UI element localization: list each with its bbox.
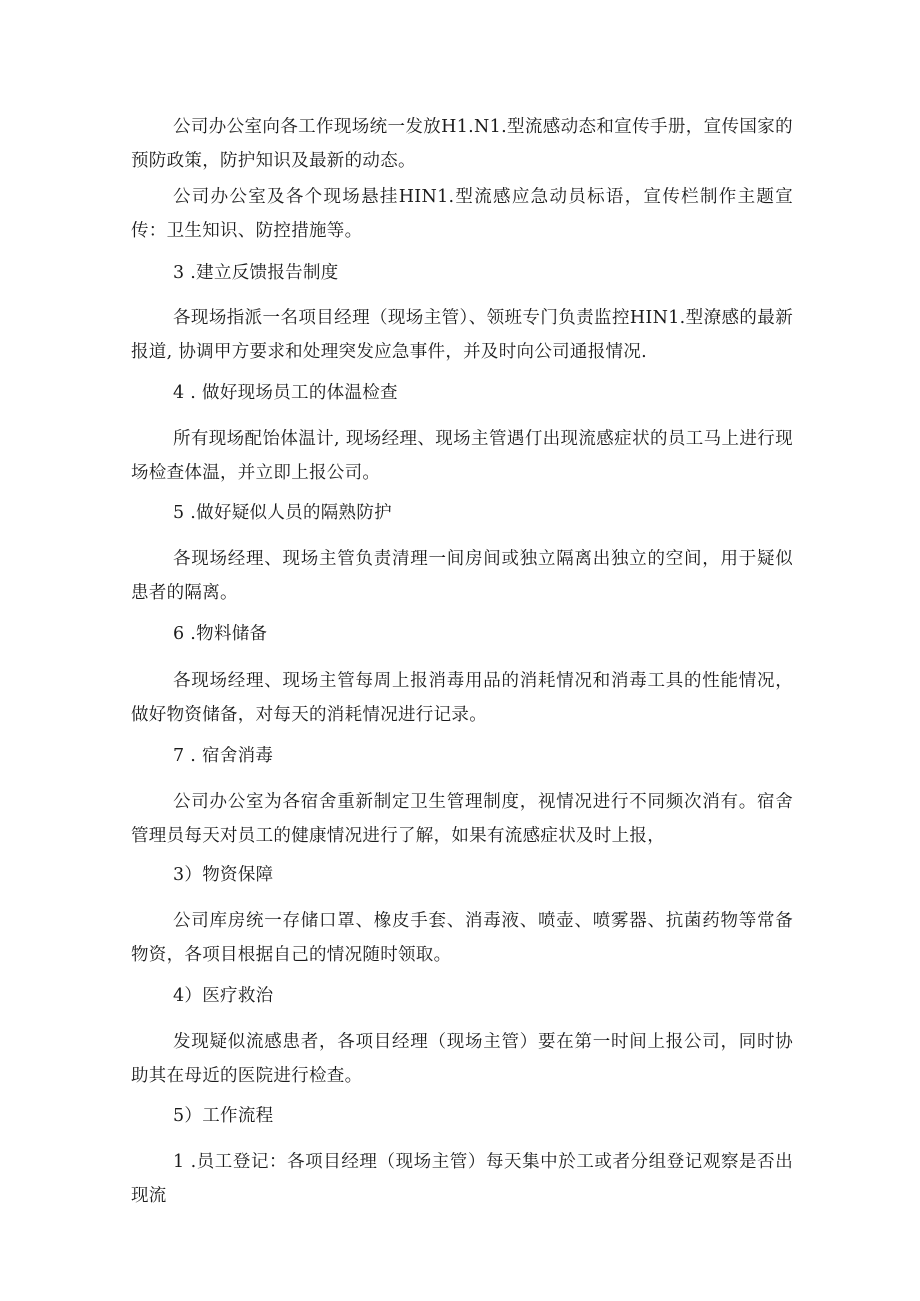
heading-supplies-guarantee: 3）物资保障 — [173, 865, 274, 885]
paragraph-material-reserve: 各现场经理、现场主管每周上报消毒用品的消耗情况和消毒工具的性能情况，做好物资储备，对每天的消耗情况进行记录。 — [131, 671, 793, 725]
paragraph-suspected-isolation: 各现场经理、现场主管负责清理一间房间或独立隔离出独立的空间，用于疑似患者的隔离。 — [131, 549, 793, 603]
heading-medical-treatment: 4）医疗救治 — [173, 986, 274, 1006]
paragraph-temperature-check: 所有现场配饴体温计, 现场经理、现场主管遇仃出现流感症状的员工马上进行现场检查体温，并立即上报公司。 — [131, 429, 793, 483]
paragraph-medical-treatment: 发现疑似流感患者，各项目经理（现场主管）要在第一时间上报公司，同时协助其在母近的医院进行检查。 — [131, 1032, 793, 1086]
heading-material-reserve: 6 .物料储备 — [173, 624, 268, 644]
heading-dormitory-disinfection: 7 . 宿舍消毒 — [173, 746, 274, 766]
paragraph-dormitory-disinfection: 公司办公室为各宿舍重新制定卫生管理制度，视情况进行不同频次消有。宿舍管理员每天对员工的健康情况进行了解，如果有流感症状及时上报， — [131, 792, 793, 846]
heading-temperature-check: 4 . 做好现场员工的体温检查 — [173, 383, 398, 403]
paragraph-employee-registration: 1 .员工登记：各项目经理（现场主管）每天集中於工或者分组登记观察是否出现流 — [131, 1152, 793, 1206]
paragraph-publicity-manual: 公司办公室向各工作现场统一发放H1.N1.型流感动态和宣传手册，宣传国家的预防政策，防护知识及最新的动态。 — [131, 117, 793, 171]
paragraph-feedback-reporting: 各现场指派一名项目经理（现场主管）、领班专门负责监控HIN1.型潦感的最新报道, 协调甲方要求和处理突发应急事件，并及时向公司通报情况. — [131, 308, 793, 362]
heading-feedback-reporting: 3 .建立反馈报告制度 — [173, 263, 339, 283]
paragraph-supplies-guarantee: 公司库房统一存储口罩、橡皮手套、消毒液、喷壶、喷雾器、抗菌药物等常备物资，各项目根据自己的情况随时领取。 — [131, 911, 793, 965]
heading-work-process: 5）工作流程 — [173, 1106, 274, 1126]
heading-suspected-isolation: 5 .做好疑似人员的隔熟防护 — [173, 503, 392, 523]
paragraph-publicity-slogans: 公司办公室及各个现场悬挂HIN1.型流感应急动员标语，宣传栏制作主题宣传：卫生知识、防控措施等。 — [131, 187, 793, 241]
